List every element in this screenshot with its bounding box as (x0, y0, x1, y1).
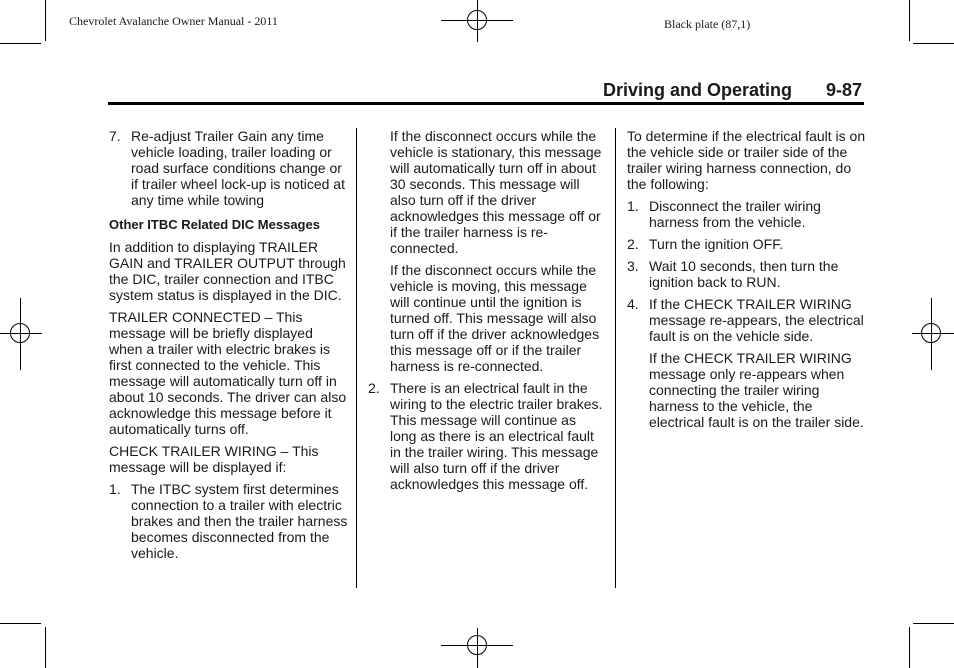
list-number: 2. (627, 236, 639, 252)
column-1 (109, 128, 349, 561)
list-text: Re-adjust Trailer Gain any time vehicle loading, trailer loading or road surface conditions change or if trailer wheel lock-up is noticed at any time while towing (131, 128, 345, 208)
list-text: Turn the ignition OFF. (649, 236, 784, 252)
paragraph: If the CHECK TRAILER WIRING message only re-appears when connecting the trailer wiring harness to the vehicle, the electrical fault is on the trailer side. (649, 350, 864, 430)
list-item (627, 198, 867, 230)
column-2 (368, 128, 604, 492)
list-item (109, 128, 349, 208)
paragraph: To determine if the electrical fault is on the vehicle side or trailer side of the trailer wiring harness connection, do the following: (627, 128, 866, 192)
paragraph: If the disconnect occurs while the vehicle is moving, this message will continue until the ignition is turned off. This message will also turn off if the driver acknowledges this message off or if the trailer harness is re-connected. (390, 262, 600, 374)
list-number: 4. (627, 296, 639, 312)
column-divider-2 (615, 128, 616, 588)
subheading: Other ITBC Related DIC Messages (109, 217, 320, 232)
list-item (627, 258, 867, 290)
list-text: If the CHECK TRAILER WIRING message re-appears, the electrical fault is on the vehicle side. (649, 296, 864, 344)
column-3 (627, 128, 867, 430)
list-item (627, 296, 867, 344)
list-number: 2. (368, 380, 380, 396)
section-title: Driving and Operating (603, 80, 793, 100)
header-rule (108, 102, 864, 105)
list-number: 7. (109, 128, 121, 144)
paragraph: If the disconnect occurs while the vehicle is stationary, this message will automatically turn off in about 30 seconds. This message will also turn off if the driver acknowledges this message off or if the trailer harness is re-connected. (390, 128, 602, 256)
list-item (109, 481, 349, 561)
manual-title: Chevrolet Avalanche Owner Manual - 2011 (69, 14, 278, 28)
list-number: 1. (109, 481, 121, 497)
list-text: There is an electrical fault in the wiring to the electric trailer brakes. This message will continue as long as there is an electrical fault in the trailer wiring. This message will also turn off if the driver acknowledges this message off. (390, 380, 603, 492)
list-number: 3. (627, 258, 639, 274)
column-divider-1 (356, 128, 357, 588)
list-number: 1. (627, 198, 639, 214)
paragraph: CHECK TRAILER WIRING – This message will be displayed if: (109, 443, 319, 475)
list-text: The ITBC system first determines connection to a trailer with electric brakes and then the trailer harness becomes disconnected from the vehicle. (131, 481, 348, 561)
paragraph: In addition to displaying TRAILER GAIN and TRAILER OUTPUT through the DIC, trailer connection and ITBC system status is displayed in the DIC. (109, 239, 346, 303)
list-item (368, 380, 604, 492)
list-text: Disconnect the trailer wiring harness from the vehicle. (649, 198, 821, 230)
paragraph: TRAILER CONNECTED – This message will be briefly displayed when a trailer with electric brakes is first connected to the vehicle. This message will automatically turn off in about 10 seconds. The driver can also acknowledge this message before it automatically turns off. (109, 309, 347, 437)
page-number: 9-87 (826, 80, 863, 100)
plate-label: Black plate (87,1) (664, 17, 751, 31)
list-text: Wait 10 seconds, then turn the ignition back to RUN. (649, 258, 839, 290)
list-item (627, 236, 867, 252)
